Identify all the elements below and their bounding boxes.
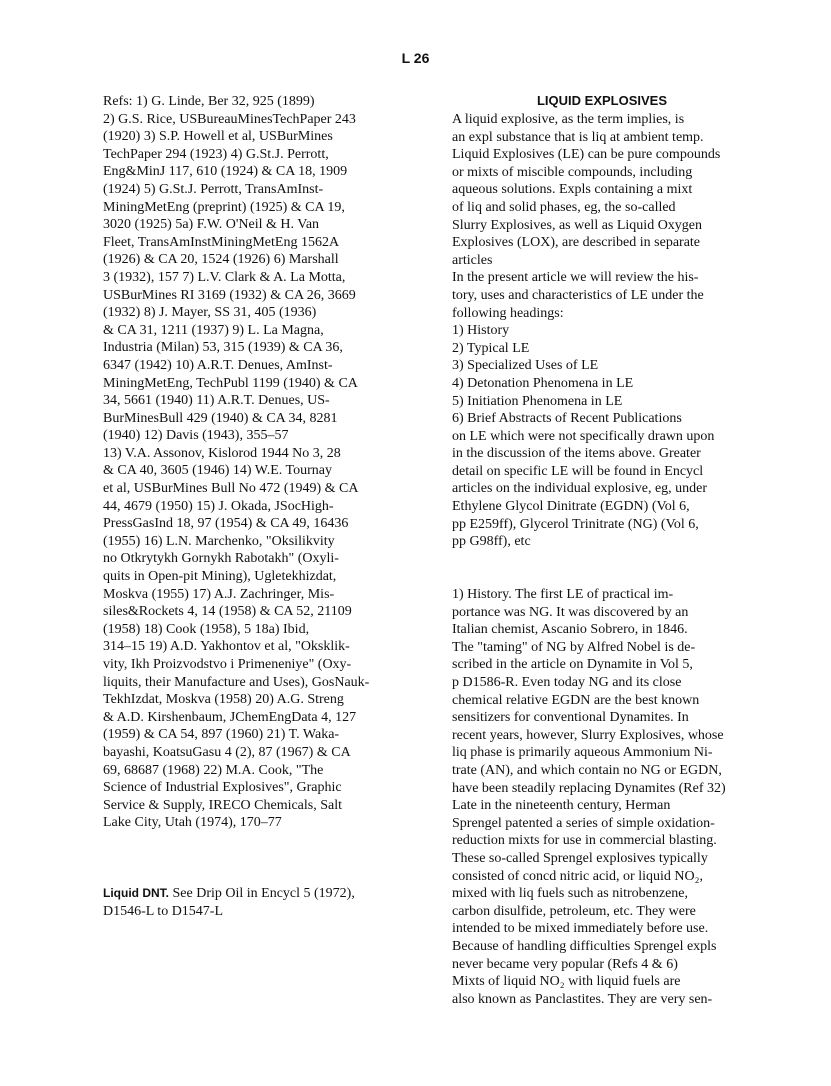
reference-line: PressGasInd 18, 97 (1954) & CA 49, 16436 (103, 516, 349, 532)
article-line: Mixts of liquid NO₂ with liquid fuels are (452, 974, 681, 990)
reference-line: & CA 40, 3605 (1946) 14) W.E. Tournay (103, 463, 332, 479)
reference-line: 2) G.S. Rice, USBureauMinesTechPaper 243 (103, 111, 356, 127)
reference-line: MiningMetEng (preprint) (1925) & CA 19, (103, 199, 345, 215)
liquid-dnt-pages: D1546-L to D1547-L (103, 903, 224, 919)
reference-line: 69, 68687 (1968) 22) M.A. Cook, "The (103, 762, 324, 778)
reference-line: quits in Open-pit Mining), Ugletekhizdat, (103, 569, 337, 585)
article-line: sensitizers for conventional Dynamites. In (452, 710, 689, 726)
article-line: 4) Detonation Phenomena in LE (452, 375, 634, 391)
article-line: 3) Specialized Uses of LE (452, 358, 599, 374)
article-line: These so-called Sprengel explosives typically (452, 850, 708, 866)
article-line: portance was NG. It was discovered by an (452, 604, 689, 620)
reference-line: (1932) 8) J. Mayer, SS 31, 405 (1936) (103, 305, 317, 321)
reference-line: 34, 5661 (1940) 11) A.R.T. Denues, US- (103, 393, 330, 409)
reference-line: TekhIzdat, Moskva (1958) 20) A.G. Streng (103, 692, 344, 708)
article-line (452, 551, 782, 569)
reference-line: & A.D. Kirshenbaum, JChemEngData 4, 127 (103, 709, 357, 725)
reference-line: bayashi, KoatsuGasu 4 (2), 87 (1967) & CA (103, 744, 351, 760)
reference-line: 3020 (1925) 5a) F.W. O'Neil & H. Van (103, 217, 320, 233)
liquid-dnt-text: See Drip Oil in Encycl 5 (1972), (169, 886, 355, 901)
article-line: or mixts of miscible compounds, including (452, 164, 693, 180)
article-line: 1) History. The first LE of practical im- (452, 587, 674, 603)
article-line: 2) Typical LE (452, 340, 530, 356)
article-line: detail on specific LE will be found in Encycl (452, 463, 704, 479)
article-line: articles on the individual explosive, eg, under (452, 481, 708, 497)
reference-line: Science of Industrial Explosives", Graphic (103, 780, 342, 796)
article-line: reduction mixts for use in commercial blasting. (452, 833, 717, 849)
article-body-column (452, 111, 782, 1008)
article-line: pp G98ff), etc (452, 534, 531, 550)
reference-line: siles&Rockets 4, 14 (1958) & CA 52, 21109 (103, 604, 352, 620)
reference-line: (1940) 12) Davis (1943), 355–57 (103, 428, 289, 444)
article-line: never became very popular (Refs 4 & 6) (452, 956, 678, 972)
reference-line: 314–15 19) A.D. Yakhontov et al, "Oksklik- (103, 639, 350, 655)
article-line: tory, uses and characteristics of LE under the (452, 287, 704, 303)
reference-line: 13) V.A. Assonov, Kislorod 1944 No 3, 28 (103, 445, 341, 461)
reference-line: (1955) 16) L.N. Marchenko, "Oksilikvity (103, 533, 335, 549)
liquid-dnt-entry (103, 885, 355, 920)
article-line: The "taming" of NG by Alfred Nobel is de- (452, 639, 696, 655)
article-line: liq phase is primarily aqueous Ammonium Ni- (452, 745, 713, 761)
article-line: Slurry Explosives, as well as Liquid Oxygen (452, 217, 703, 233)
article-line (452, 568, 782, 586)
article-line: have been steadily replacing Dynamites (Ref 32) (452, 780, 726, 796)
article-line: Late in the nineteenth century, Herman (452, 798, 671, 814)
reference-line: Moskva (1955) 17) A.J. Zachringer, Mis- (103, 586, 335, 602)
article-line: following headings: (452, 305, 564, 321)
article-line: of liq and solid phases, eg, the so-called (452, 199, 676, 215)
reference-line: Lake City, Utah (1974), 170–77 (103, 815, 282, 831)
article-line: aqueous solutions. Expls containing a mixt (452, 182, 693, 198)
article-line: Ethylene Glycol Dinitrate (EGDN) (Vol 6, (452, 499, 690, 515)
article-line: 6) Brief Abstracts of Recent Publications (452, 411, 682, 427)
reference-line: MiningMetEng, TechPubl 1199 (1940) & CA (103, 375, 358, 391)
article-line: an expl substance that is liq at ambient temp. (452, 129, 704, 145)
reference-line: 44, 4679 (1950) 15) J. Okada, JSocHigh- (103, 498, 334, 514)
reference-line: TechPaper 294 (1923) 4) G.St.J. Perrott, (103, 146, 329, 162)
article-line: Explosives (LOX), are described in separate (452, 235, 701, 251)
article-line: consisted of concd nitric acid, or liquid NO₂, (452, 868, 703, 884)
reference-line: (1920) 3) S.P. Howell et al, USBurMines (103, 129, 333, 145)
article-line: Because of handling difficulties Sprengel expls (452, 938, 717, 954)
article-line: articles (452, 252, 493, 268)
article-line: intended to be mixed immediately before use. (452, 921, 709, 937)
reference-line: (1959) & CA 54, 897 (1960) 21) T. Waka- (103, 727, 340, 743)
article-line: In the present article we will review the his- (452, 270, 699, 286)
reference-line: Industria (Milan) 53, 315 (1939) & CA 36, (103, 340, 343, 356)
article-line: Italian chemist, Ascanio Sobrero, in 1846. (452, 622, 688, 638)
page-number: L 26 (401, 50, 430, 66)
article-line: 5) Initiation Phenomena in LE (452, 393, 623, 409)
reference-line: (1924) 5) G.St.J. Perrott, TransAmInst- (103, 181, 324, 197)
article-line: Sprengel patented a series of simple oxidation- (452, 815, 715, 831)
reference-line: et al, USBurMines Bull No 472 (1949) & CA (103, 481, 359, 497)
article-line: in the discussion of the items above. Greater (452, 446, 701, 462)
reference-line: Refs: 1) G. Linde, Ber 32, 925 (1899) (103, 94, 315, 109)
article-line: A liquid explosive, as the term implies, is (452, 112, 685, 127)
reference-line: 3 (1932), 157 7) L.V. Clark & A. La Motta, (103, 269, 346, 285)
article-line: 1) History (452, 323, 510, 339)
reference-line: (1926) & CA 20, 1524 (1926) 6) Marshall (103, 252, 339, 268)
article-line: on LE which were not specifically drawn upon (452, 428, 715, 444)
article-line: mixed with liq fuels such as nitrobenzene, (452, 886, 688, 902)
article-line: trate (AN), and which contain no NG or EGDN, (452, 762, 722, 778)
reference-line: vity, Ikh Proizvodstvo i Primeneniye" (Oxy- (103, 657, 352, 672)
article-line: scribed in the article on Dynamite in Vol 5, (452, 657, 693, 673)
article-line: chemical relative EGDN are the best known (452, 692, 700, 708)
reference-line: no Otkrytykh Gornykh Rabotakh" (Oxyli- (103, 551, 339, 567)
reference-line: USBurMines RI 3169 (1932) & CA 26, 3669 (103, 287, 356, 303)
reference-line: (1958) 18) Cook (1958), 5 18a) Ibid, (103, 621, 310, 637)
article-line: recent years, however, Slurry Explosives, whose (452, 727, 724, 743)
article-line: carbon disulfide, petroleum, etc. They were (452, 903, 696, 919)
reference-line: BurMinesBull 429 (1940) & CA 34, 8281 (103, 410, 338, 426)
article-heading: LIQUID EXPLOSIVES (536, 93, 668, 108)
reference-line: 6347 (1942) 10) A.R.T. Denues, AmInst- (103, 357, 333, 373)
article-line: also known as Panclastites. They are very sen- (452, 991, 713, 1007)
references-column (103, 93, 403, 832)
article-line: Liquid Explosives (LE) can be pure compounds (452, 147, 721, 163)
reference-line: & CA 31, 1211 (1937) 9) L. La Magna, (103, 322, 324, 338)
reference-line: Fleet, TransAmInstMiningMetEng 1562A (103, 234, 340, 250)
liquid-dnt-title: Liquid DNT. (103, 886, 169, 900)
reference-line: Service & Supply, IRECO Chemicals, Salt (103, 797, 343, 813)
article-line: p D1586-R. Even today NG and its close (452, 675, 682, 690)
reference-line: Eng&MinJ 117, 610 (1924) & CA 18, 1909 (103, 164, 348, 180)
article-line: pp E259ff), Glycerol Trinitrate (NG) (Vol 6, (452, 516, 699, 532)
reference-line: liquits, their Manufacture and Uses), GosNauk- (103, 674, 370, 690)
